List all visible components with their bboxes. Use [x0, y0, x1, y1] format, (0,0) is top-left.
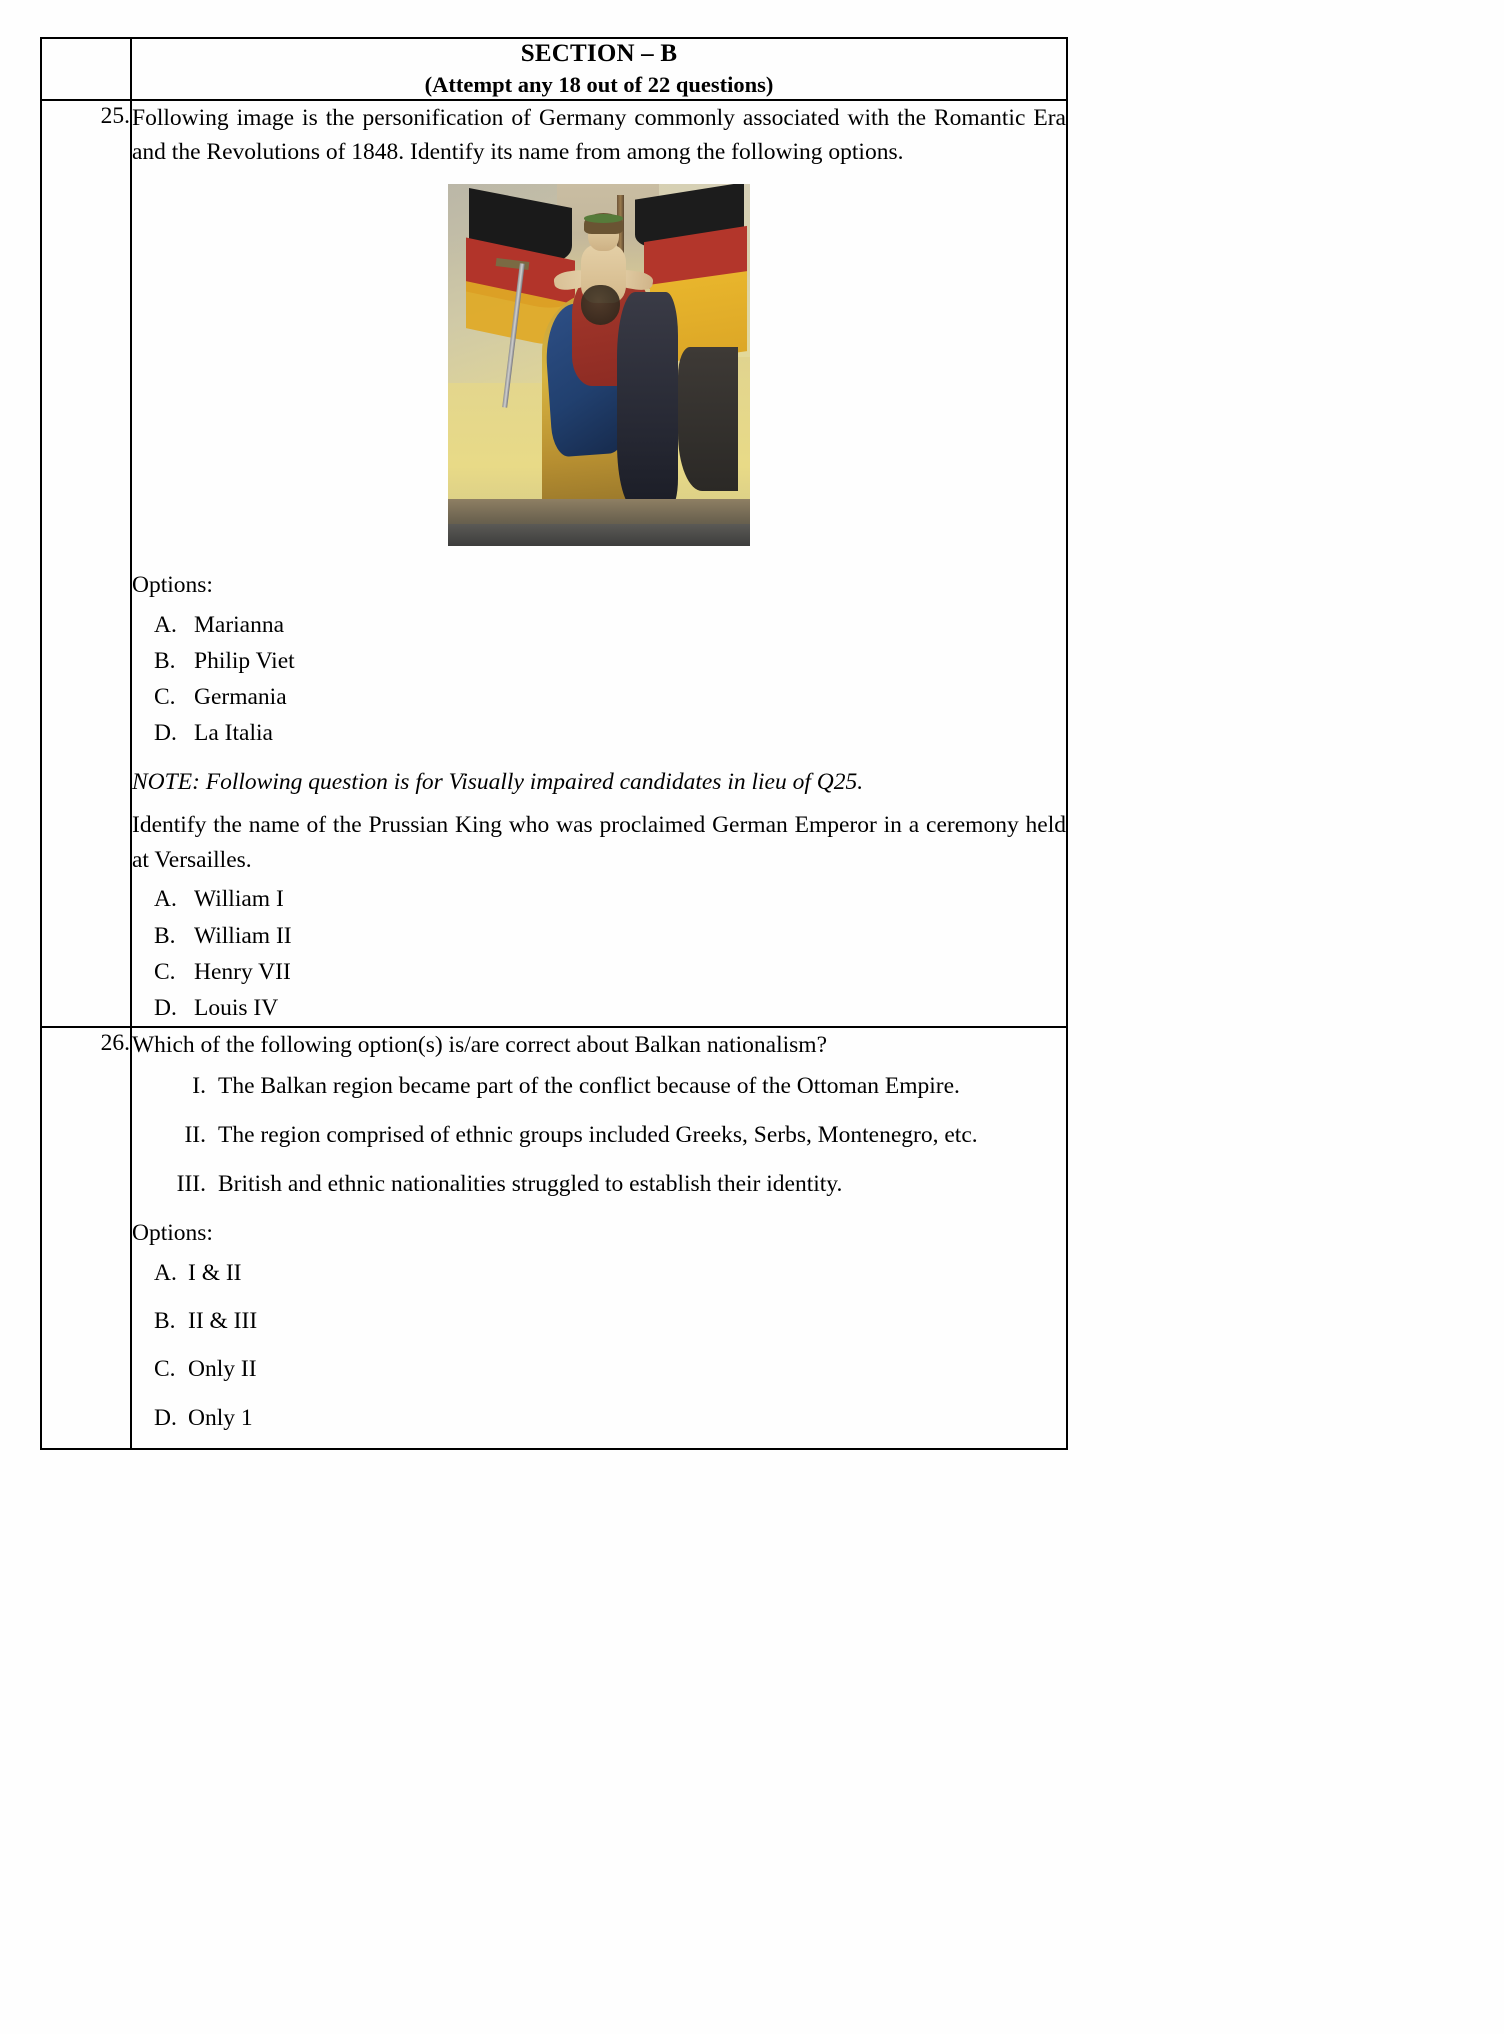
option-item[interactable] — [154, 715, 1066, 751]
option-item[interactable] — [154, 918, 1066, 954]
visually-impaired-note-25: NOTE: Following question is for Visually impaired candidates in lieu of Q25. — [132, 768, 864, 795]
option-item[interactable] — [154, 643, 1066, 679]
options-list-26 — [132, 1255, 1066, 1436]
questions-table — [40, 37, 1068, 1450]
statement-item — [150, 1069, 1066, 1104]
statement-text: British and ethnic nationalities struggled to establish their identity. — [218, 1171, 843, 1198]
statement-numeral: I. — [192, 1072, 206, 1099]
question-body-25 — [131, 100, 1067, 1028]
option-text: Henry VII — [194, 958, 291, 985]
option-text: William I — [194, 886, 284, 913]
option-text: Philip Viet — [194, 647, 295, 674]
option-item[interactable] — [154, 1400, 1066, 1436]
option-letter: D. — [154, 995, 177, 1022]
option-item[interactable] — [154, 679, 1066, 715]
statement-text: The region comprised of ethnic groups included Greeks, Serbs, Montenegro, etc. — [218, 1121, 978, 1148]
question-body-26 — [131, 1027, 1067, 1449]
statement-text: The Balkan region became part of the conflict because of the Ottoman Empire. — [218, 1072, 960, 1099]
question-number-25: 25. — [41, 100, 131, 1028]
option-item[interactable] — [154, 1303, 1066, 1339]
option-letter: A. — [154, 611, 177, 638]
option-item[interactable] — [154, 607, 1066, 643]
statements-list-26 — [132, 1069, 1066, 1203]
option-item[interactable] — [154, 1255, 1066, 1291]
question-stem-26: Which of the following option(s) is/are correct about Balkan nationalism? — [132, 1032, 828, 1059]
option-item[interactable] — [154, 1351, 1066, 1387]
option-letter: A. — [154, 886, 177, 913]
option-letter: B. — [154, 647, 176, 674]
option-text: I & II — [188, 1260, 242, 1287]
options-list-25 — [132, 607, 1066, 752]
header-number-cell — [41, 38, 131, 100]
question-row-26 — [41, 1027, 1067, 1449]
section-instruction: (Attempt any 18 out of 22 questions) — [424, 71, 774, 97]
statement-numeral: II. — [184, 1121, 206, 1148]
option-item[interactable] — [154, 881, 1066, 917]
option-text: William II — [194, 922, 292, 949]
statement-item — [150, 1167, 1066, 1202]
question-stem-25: Following image is the personification of Germany commonly associated with the Romantic Era and the Revolutions of 1848. Identify its name from among the following options. — [132, 104, 1066, 166]
option-text: Only II — [188, 1356, 257, 1383]
figure-laurel-wreath — [584, 214, 623, 223]
option-text: Germania — [194, 684, 287, 711]
alternate-options-list-25 — [132, 881, 1066, 1026]
option-letter: A. — [154, 1260, 177, 1287]
section-header-row — [41, 38, 1067, 100]
option-item[interactable] — [154, 954, 1066, 990]
header-title-cell — [131, 38, 1067, 100]
option-letter: C. — [154, 684, 176, 711]
flag-right-shadow — [678, 347, 738, 492]
question-row-25 — [41, 100, 1067, 1028]
option-letter: C. — [154, 1356, 176, 1383]
options-label-25: Options: — [132, 572, 213, 599]
option-text: II & III — [188, 1308, 258, 1335]
option-letter: D. — [154, 1404, 177, 1431]
section-title: SECTION – B — [520, 40, 678, 67]
option-letter: C. — [154, 958, 176, 985]
figure-container-25 — [132, 184, 1066, 557]
painting-ground-shadow — [448, 524, 750, 546]
question-number-26: 26. — [41, 1027, 131, 1449]
germania-painting-image — [448, 184, 750, 546]
option-letter: B. — [154, 922, 176, 949]
figure-robe-dark — [617, 292, 677, 509]
statement-numeral: III. — [176, 1171, 206, 1198]
figure-shield — [581, 285, 620, 325]
option-letter: D. — [154, 720, 177, 747]
option-text: Louis IV — [194, 995, 279, 1022]
options-label-26: Options: — [132, 1220, 213, 1247]
option-letter: B. — [154, 1308, 176, 1335]
alternate-question-stem-25: Identify the name of the Prussian King who was proclaimed German Emperor in a ceremony held at Versailles. — [132, 812, 1066, 873]
option-item[interactable] — [154, 990, 1066, 1026]
statement-item — [150, 1118, 1066, 1153]
option-text: Only 1 — [188, 1404, 253, 1431]
option-text: Marianna — [194, 611, 285, 638]
option-text: La Italia — [194, 720, 273, 747]
